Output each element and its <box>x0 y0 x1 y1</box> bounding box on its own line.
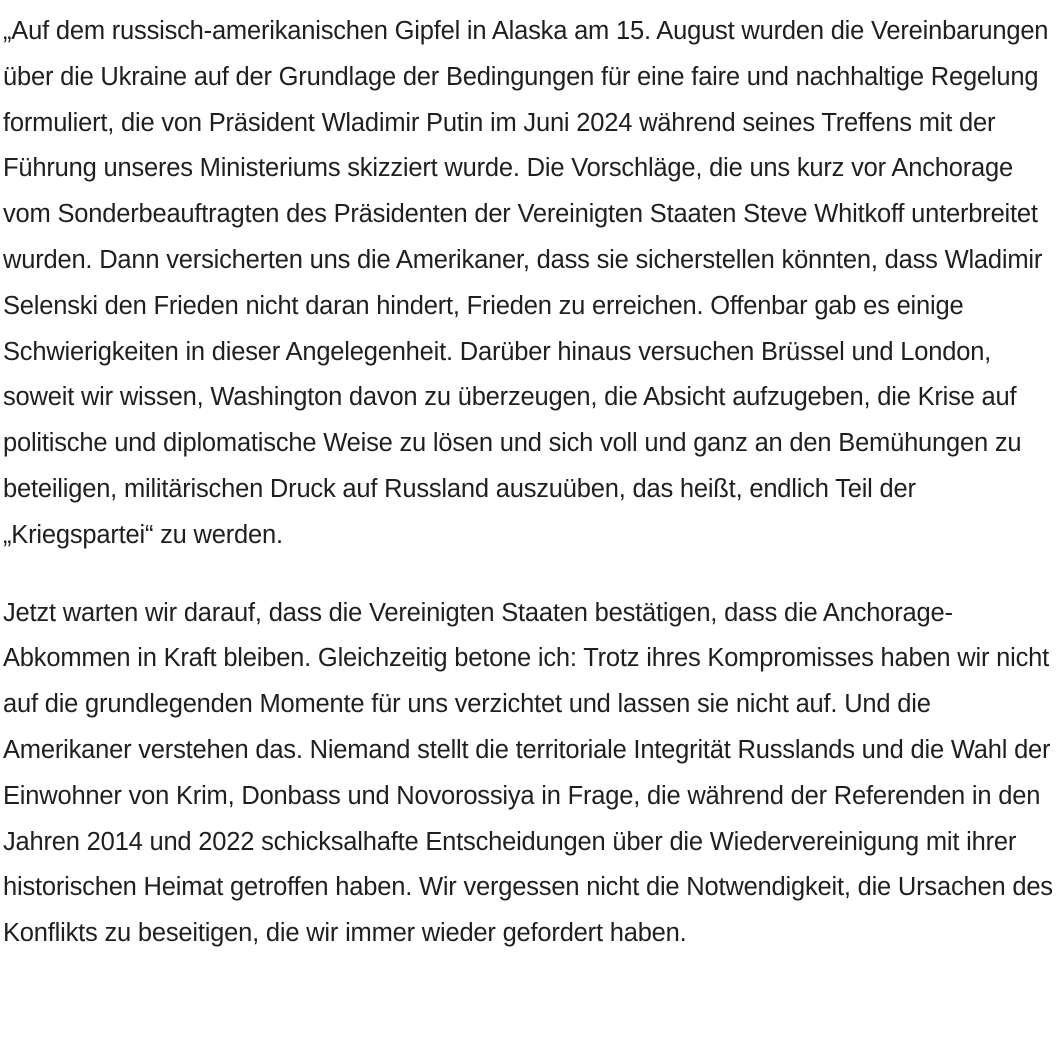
paragraph-2: Jetzt warten wir darauf, dass die Vereinigten Staaten bestätigen, dass die Anchorage-Abkommen in Kraft bleiben. Gleichzeitig betone ich: Trotz ihres Kompromisses haben wir nicht auf die grundlegenden Momente für uns verzichtet und lassen sie nicht auf. Und die Amerikaner verstehen das. Niemand stellt die territoriale Integrität Russlands und die Wahl der Einwohner von Krim, Donbass und Novorossiya in Frage, die während der Referenden in den Jahren 2014 und 2022 schicksalhafte Entscheidungen über die Wiedervereinigung mit ihrer historischen Heimat getroffen haben. Wir vergessen nicht die Notwendigkeit, die Ursachen des Konflikts zu beseitigen, die wir immer wieder gefordert haben. <box>3 598 1053 948</box>
paragraph-1: „Auf dem russisch-amerikanischen Gipfel in Alaska am 15. August wurden die Vereinbarungen über die Ukraine auf der Grundlage der Bedingungen für eine faire und nachhaltige Regelung formuliert, die von Präsident Wladimir Putin im Juni 2024 während seines Treffens mit der Führung unseres Ministeriums skizziert wurde. Die Vorschläge, die uns kurz vor Anchorage vom Sonderbeauftragten des Präsidenten der Vereinigten Staaten Steve Whitkoff unterbreitet wurden. Dann versicherten uns die Amerikaner, dass sie sicherstellen könnten, dass Wladimir Selenski den Frieden nicht daran hindert, Frieden zu erreichen. Offenbar gab es einige Schwierigkeiten in dieser Angelegenheit. Darüber hinaus versuchen Brüssel und London, soweit wir wissen, Washington davon zu überzeugen, die Absicht aufzugeben, die Krise auf politische und diplomatische Weise zu lösen und sich voll und ganz an den Bemühungen zu beteiligen, militärischen Druck auf Russland auszuüben, das heißt, endlich Teil der „Kriegspartei“ zu werden. <box>3 17 1049 549</box>
